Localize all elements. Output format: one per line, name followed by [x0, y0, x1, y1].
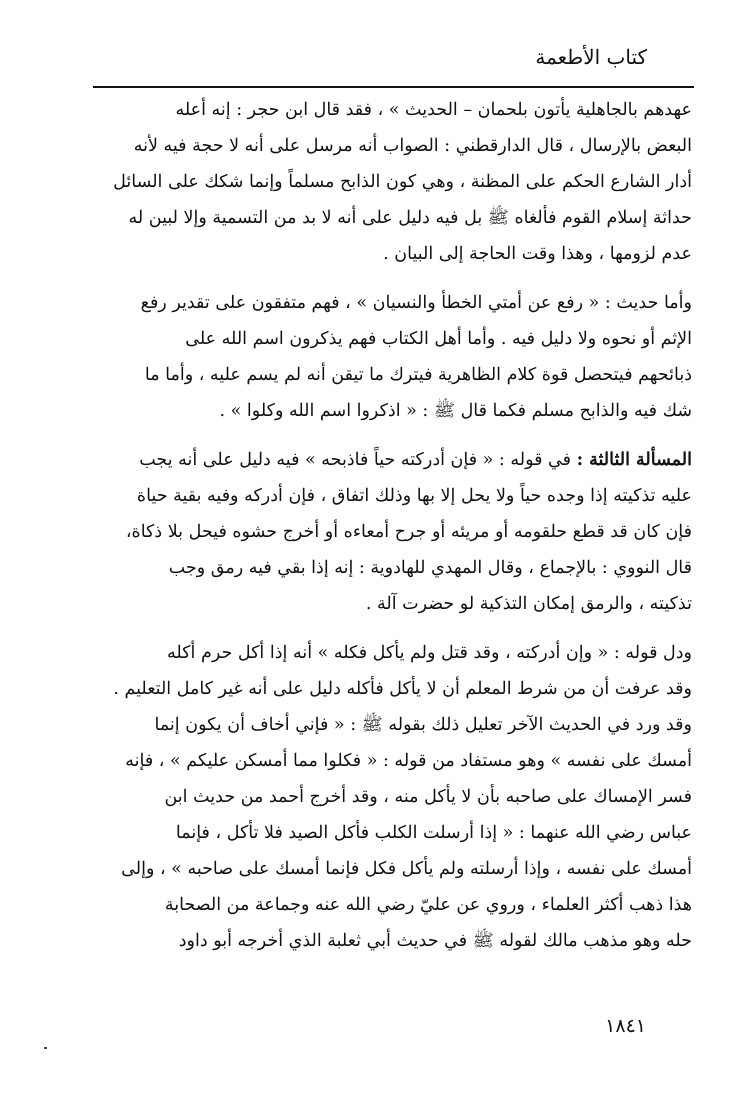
text-line: وأما حديث : « رفع عن أمتي الخطأ والنسيان » ، فهم متفقون على تقدير رفع — [140, 293, 692, 313]
text-line: هذا ذهب أكثر العلماء ، وروي عن عليّ رضي الله عنه وجماعة من الصحابة — [164, 895, 692, 915]
text-line: حداثة إسلام القوم فألغاه ﷺ بل فيه دليل على أنه لا بد من التسمية وإلا لبين له — [128, 208, 692, 228]
text-line: قال النووي : بالإجماع ، وقال المهدي للهادوية : إنه إذا بقي فيه رمق وجب — [168, 558, 692, 578]
text-line: فإن كان قد قطع حلقومه أو مريئه أو جرح أمعاءه أو أخرج حشوه فيحل بلا ذكاة، — [125, 522, 692, 542]
text-line — [93, 442, 692, 478]
text-line: البعض بالإرسال ، قال الدارقطني : الصواب أنه مرسل على أنه لا حجة فيه لأنه — [133, 136, 692, 156]
section-heading: المسألة الثالثة : — [576, 450, 692, 470]
text-line: تذكيته ، والرمق إمكان التذكية لو حضرت آلة . — [365, 594, 692, 614]
text-line: حله وهو مذهب مالك لقوله ﷺ في حديث أبي ثعلبة الذي أخرجه أبو داود — [178, 931, 692, 951]
paragraph — [93, 285, 692, 429]
text-line: فسر الإمساك على صاحبه بأن لا يأكل منه ، وقد أخرج أحمد من حديث ابن — [164, 787, 692, 807]
text-line: أمسك على نفسه » وهو مستفاد من قوله : « فكلوا مما أمسكن عليكم » ، فإنه — [125, 751, 692, 771]
text-line: عباس رضي الله عنهما : « إذا أرسلت الكلب فأكل الصيد فلا تأكل ، فإنما — [175, 823, 692, 843]
text-line: عدم لزومها ، وهذا وقت الحاجة إلى البيان . — [383, 244, 692, 264]
text-line: ذبائحهم فيتحصل قوة كلام الظاهرية فيترك ما تيقن أنه لم يسم عليه ، وأما ما — [144, 365, 692, 385]
scan-speck — [44, 1047, 47, 1049]
header-divider — [93, 86, 694, 88]
text-line: وقد عرفت أن من شرط المعلم أن لا يأكل فأكله دليل على أنه غير كامل التعليم . — [113, 679, 692, 699]
text-line: ودل قوله : « وإن أدركته ، وقد قتل ولم يأكل فكله » أنه إذا أكل حرم أكله — [167, 643, 692, 663]
paragraph — [93, 92, 692, 272]
text-line: الإثم أو نحوه ولا دليل فيه . وأما أهل الكتاب فهم يذكرون اسم الله على — [185, 329, 692, 349]
page-number: ١٨٤١ — [605, 1015, 646, 1037]
paragraph — [93, 635, 692, 959]
text-line: أمسك على نفسه ، وإذا أرسلته ولم يأكل فكل فإنما أمسك على صاحبه » ، وإلى — [121, 859, 692, 879]
text-line: عهدهم بالجاهلية يأتون بلحمان – الحديث » ، فقد قال ابن حجر : إنه أعله — [175, 100, 692, 120]
text-run: في قوله : « فإن أدركته حياً فاذبحه » فيه دليل على أنه يجب — [139, 450, 577, 470]
text-line: عليه تذكيته إذا وجده حياً ولا يحل إلا بها وذلك اتفاق ، فإن أدركه وفيه بقية حياة — [136, 486, 692, 506]
running-header-title: كتاب الأطعمة — [535, 45, 647, 69]
paragraph — [93, 442, 692, 622]
body-text — [93, 92, 692, 972]
text-line: شك فيه والذابح مسلم فكما قال ﷺ : « اذكروا اسم الله وكلوا » . — [219, 401, 692, 421]
text-line: أدار الشارع الحكم على المظنة ، وهي كون الذابح مسلماً وإنما شكك على السائل — [113, 172, 692, 192]
text-line: وقد ورد في الحديث الآخر تعليل ذلك بقوله ﷺ : « فإني أخاف أن يكون إنما — [154, 715, 692, 735]
